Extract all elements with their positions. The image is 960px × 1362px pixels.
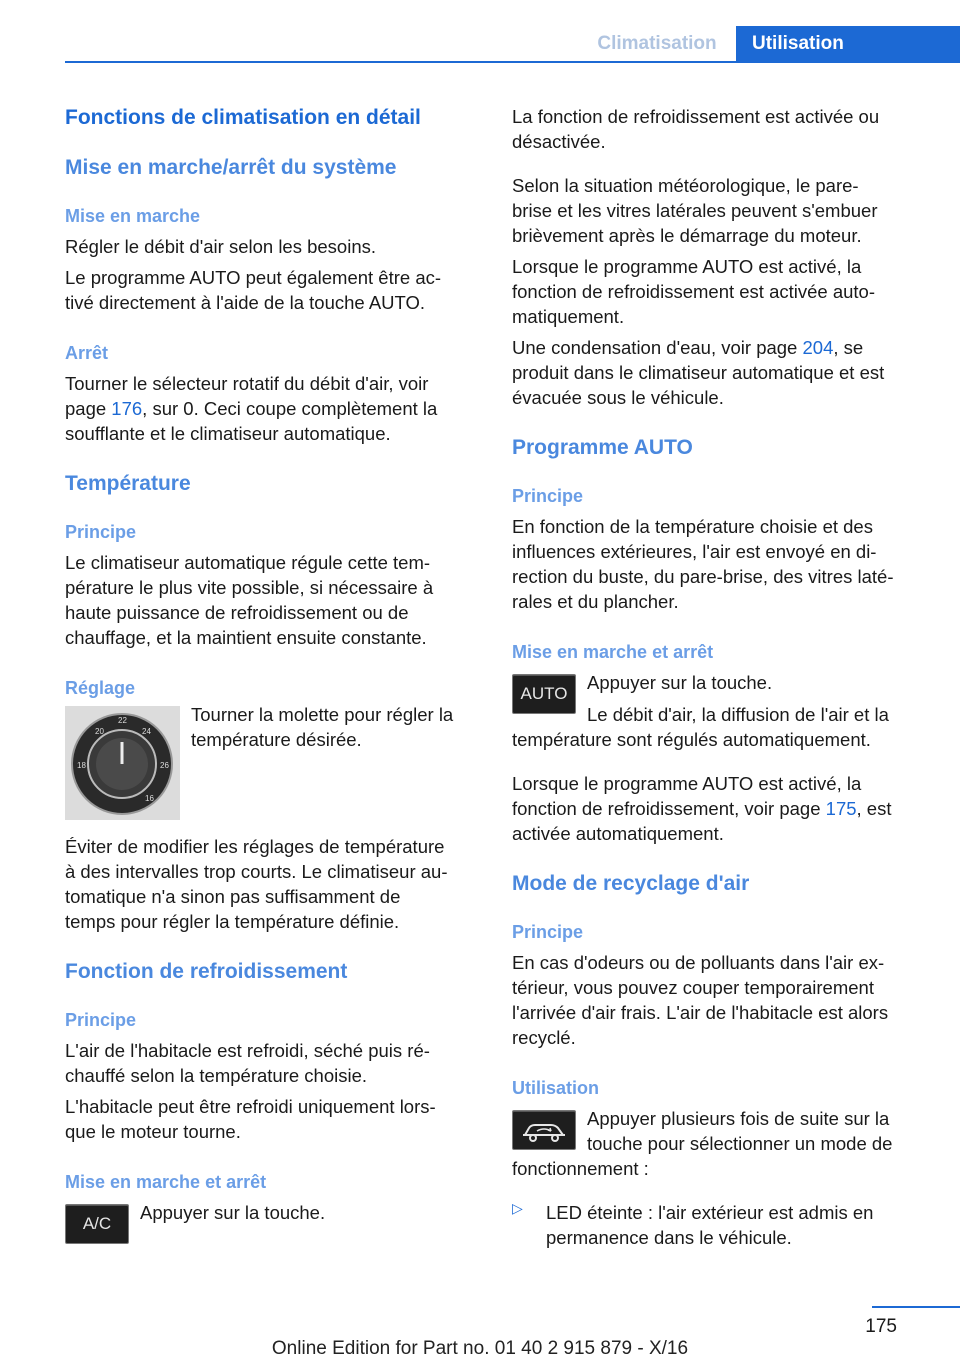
- temperature-dial-icon: [65, 706, 180, 820]
- text-auto-press: Appuyer sur la touche.: [587, 672, 773, 693]
- text-avoid-a: Éviter de modifier les réglages de température: [65, 836, 445, 857]
- header-section: Climatisation: [597, 33, 717, 54]
- text-auto-g: Lorsque le programme AUTO est activé, la: [512, 773, 862, 794]
- auto-button-row: [512, 670, 925, 725]
- text-recirc-a: En cas d'odeurs ou de polluants dans l'air ex‐: [512, 952, 885, 973]
- text-switch-off-c: soufflante et le climatiseur automatique.: [65, 423, 391, 444]
- heading-switch-off: Arrêt: [65, 343, 109, 363]
- text-r1b: désactivée.: [512, 131, 606, 152]
- heading-auto-on-off: Mise en marche et arrêt: [512, 642, 714, 662]
- text-temperature-a: Le climatiseur automatique régule cette tem‐: [65, 552, 431, 573]
- text-r4c: évacuée sous le véhicule.: [512, 387, 724, 408]
- auto-button-image: AUTO: [512, 674, 576, 714]
- text-setting-a: Tourner la molette pour régler la: [191, 704, 454, 725]
- heading-temperature-principle: Principe: [65, 522, 137, 542]
- text-auto-c: rection du buste, du pare-brise, des vitres laté‐: [512, 566, 894, 587]
- text-avoid-d: temps pour régler la température définie.: [65, 911, 400, 932]
- page-number: 175: [865, 1316, 897, 1337]
- text-use-b: touche pour sélectionner un mode de: [587, 1133, 893, 1154]
- text-temperature-c: haute puissance de refroidissement ou de: [65, 602, 409, 623]
- text-auto-f: température sont régulés automatiquement.: [512, 729, 871, 750]
- text-auto-a: En fonction de la température choisie et des: [512, 516, 873, 537]
- recirc-button-row: [512, 1106, 925, 1156]
- text-switch-on-1: Régler le débit d'air selon les besoins.: [65, 236, 377, 257]
- heading-usage: Utilisation: [512, 1078, 600, 1098]
- text-r2b: brise et les vitres latérales peuvent s'embuer: [512, 200, 878, 221]
- text-recirc-b: térieur, vous pouvez couper temporairement: [512, 977, 874, 998]
- text-r3a: Lorsque le programme AUTO est activé, la: [512, 256, 862, 277]
- right-column: [512, 100, 925, 1250]
- heading-cooling-principle: Principe: [65, 1010, 137, 1030]
- dial-label-26: 26: [160, 761, 169, 770]
- ac-button-row: [65, 1200, 478, 1244]
- text-r1a: La fonction de refroidissement est activée ou: [512, 106, 880, 127]
- heading-auto-principle: Principe: [512, 486, 584, 506]
- text-use-a: Appuyer plusieurs fois de suite sur la: [587, 1108, 890, 1129]
- heading-system-on-off: Mise en marche/arrêt du système: [65, 156, 397, 179]
- header-rule: [65, 61, 960, 63]
- heading-temperature: Température: [65, 472, 191, 495]
- heading-cooling-function: Fonction de refroidissement: [65, 960, 348, 983]
- text-switch-off-a: Tourner le sélecteur rotatif du débit d'air, voir: [65, 373, 429, 394]
- text-avoid-b: à des intervalles trop courts. Le climatiseur au‐: [65, 861, 448, 882]
- text-auto-i: activée automatiquement.: [512, 823, 724, 844]
- ac-button-image: A/C: [65, 1204, 129, 1244]
- heading-recirculation: Mode de recyclage d'air: [512, 872, 750, 895]
- text-cooling-d: que le moteur tourne.: [65, 1121, 241, 1142]
- text-cooling-a: L'air de l'habitacle est refroidi, séché puis ré‐: [65, 1040, 430, 1061]
- text-recirc-c: l'arrivée d'air frais. L'air de l'habitacle est alors: [512, 1002, 889, 1023]
- page-link-204[interactable]: 204: [802, 337, 834, 358]
- dial-label-24: 24: [142, 727, 151, 736]
- text-recirc-d: recyclé.: [512, 1027, 576, 1048]
- text-bullet-a: LED éteinte : l'air extérieur est admis en: [546, 1202, 874, 1223]
- left-column: [65, 100, 478, 1244]
- text-avoid-c: tomatique n'a sinon pas suffisamment de: [65, 886, 401, 907]
- dial-label-16: 16: [145, 794, 154, 803]
- heading-auto-program: Programme AUTO: [512, 436, 693, 459]
- bullet-triangle-icon: ▷: [512, 1200, 523, 1216]
- text-auto-h: fonction de refroidissement, voir page 175, est: [512, 798, 892, 819]
- text-bullet-b: permanence dans le véhicule.: [546, 1227, 792, 1248]
- text-temperature-b: pérature le plus vite possible, si nécessaire à: [65, 577, 434, 598]
- text-r2c: brièvement après le démarrage du moteur.: [512, 225, 862, 246]
- text-temperature-d: chauffage, et la maintient ensuite constante.: [65, 627, 427, 648]
- text-auto-d: rales et du plancher.: [512, 591, 679, 612]
- text-setting-b: température désirée.: [191, 729, 362, 750]
- text-r3c: matiquement.: [512, 306, 625, 327]
- dial-label-22: 22: [118, 716, 127, 725]
- text-auto-e: Le débit d'air, la diffusion de l'air et la: [587, 704, 889, 725]
- dial-label-18: 18: [77, 761, 86, 770]
- heading-recirculation-principle: Principe: [512, 922, 584, 942]
- text-switch-on-2b: tivé directement à l'aide de la touche AUTO.: [65, 292, 426, 313]
- text-switch-on-2a: Le programme AUTO peut également être ac‐: [65, 267, 442, 288]
- footer-edition: Online Edition for Part no. 01 40 2 915 879 - X/16: [271, 1338, 689, 1359]
- heading-switch-on: Mise en marche: [65, 206, 201, 226]
- heading-climate-functions: Fonctions de climatisation en détail: [65, 106, 421, 129]
- list-item: [512, 1200, 925, 1250]
- text-r4a: Une condensation d'eau, voir page 204, se: [512, 337, 864, 358]
- page-link-176[interactable]: 176: [111, 398, 143, 419]
- page-link-175[interactable]: 175: [825, 798, 857, 819]
- text-use-c: fonctionnement :: [512, 1158, 649, 1179]
- heading-setting: Réglage: [65, 678, 136, 698]
- text-r2a: Selon la situation météorologique, le pare-: [512, 175, 859, 196]
- footer-rule: [872, 1306, 960, 1308]
- text-r3b: fonction de refroidissement est activée auto‐: [512, 281, 875, 302]
- heading-cooling-on-off: Mise en marche et arrêt: [65, 1172, 267, 1192]
- text-r4b: produit dans le climatiseur automatique et est: [512, 362, 885, 383]
- header-chapter: Utilisation: [736, 26, 960, 61]
- temperature-dial-image: [65, 706, 180, 820]
- recirculation-car-icon: [513, 1111, 575, 1149]
- recirc-button-image: [512, 1110, 576, 1150]
- text-cooling-b: chauffé selon la température choisie.: [65, 1065, 368, 1086]
- text-cooling-press: Appuyer sur la touche.: [140, 1202, 326, 1223]
- dial-figure-row: [65, 702, 478, 824]
- text-switch-off-b: page 176, sur 0. Ceci coupe complètement la: [65, 398, 438, 419]
- dial-label-20: 20: [95, 727, 104, 736]
- text-auto-b: influences extérieures, l'air est envoyé en di‐: [512, 541, 877, 562]
- text-cooling-c: L'habitacle peut être refroidi uniquement lors‐: [65, 1096, 436, 1117]
